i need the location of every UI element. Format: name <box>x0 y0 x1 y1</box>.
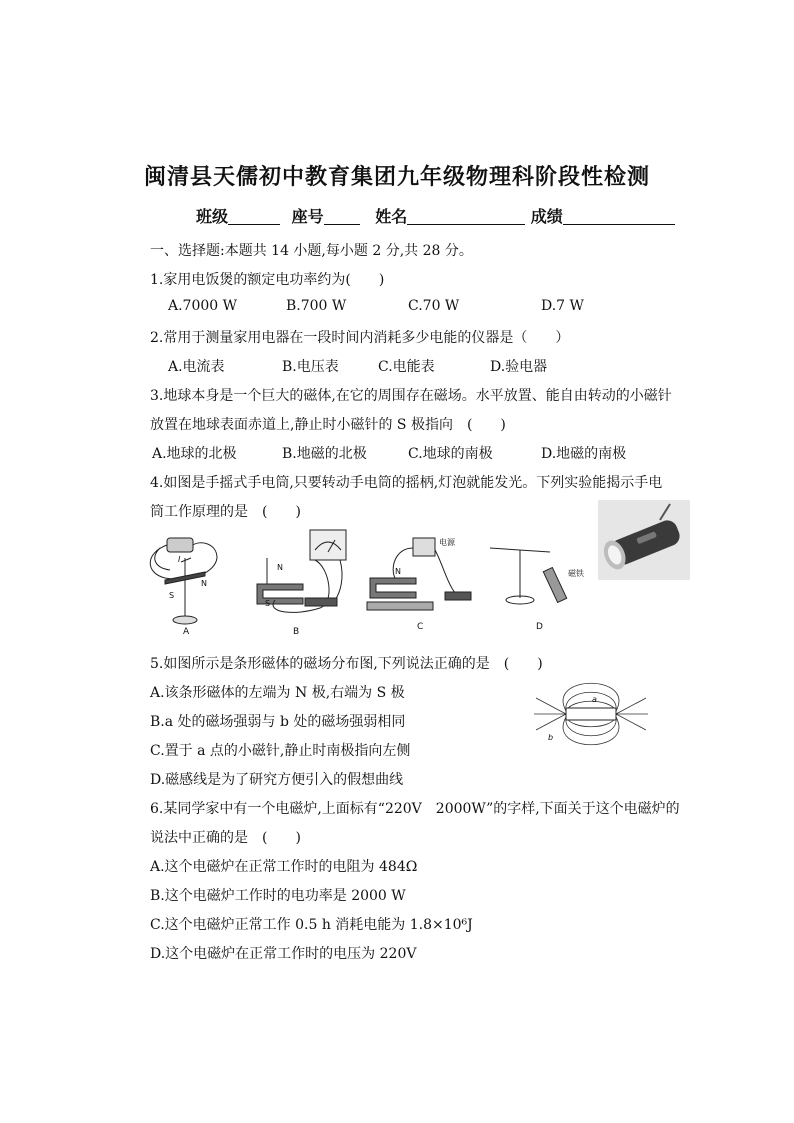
name-label: 姓名 <box>375 207 408 226</box>
figure-c-power-box <box>413 538 435 556</box>
q1-option-d: D.7 W <box>541 298 584 314</box>
page-title: 闽清县天儒初中教育集团九年级物理科阶段性检测 <box>143 165 650 190</box>
q6-stem-line1: 6.某同学家中有一个电磁炉,上面标有“220V 2000W”的字样,下面关于这个电磁炉的 <box>150 801 680 817</box>
figure-d-label: D <box>536 622 543 632</box>
figure-b-s-label: S <box>265 599 271 608</box>
section-heading: 一、选择题:本题共 14 小题,每小题 2 分,共 28 分。 <box>150 243 473 259</box>
q5-option-c: C.置于 a 点的小磁针,静止时南极指向左侧 <box>150 743 411 759</box>
bar-magnet-field-diagram <box>532 678 650 750</box>
q3-option-d: D.地磁的南极 <box>541 446 627 462</box>
q2-option-a: A.电流表 <box>168 359 225 375</box>
q5-option-d: D.磁感线是为了研究方便引入的假想曲线 <box>150 772 404 788</box>
q6-option-b: B.这个电磁炉工作时的电功率是 2000 W <box>150 888 406 904</box>
score-label: 成绩 <box>530 207 563 226</box>
q2-option-d: D.验电器 <box>490 359 548 375</box>
q3-stem-line2: 放置在地球表面赤道上,静止时小磁针的 S 极指向 ( ) <box>150 417 506 433</box>
figure-c-u-magnet <box>370 578 416 598</box>
q5-option-a: A.该条形磁体的左端为 N 极,右端为 S 极 <box>150 685 405 701</box>
bar-magnet <box>566 708 616 720</box>
q1-option-a: A.7000 W <box>168 298 238 314</box>
figure-b-meter <box>310 530 346 560</box>
figure-a-base <box>173 616 197 624</box>
score-blank <box>563 208 675 225</box>
figure-a-current-label: I <box>178 555 181 564</box>
figure-a-battery <box>167 538 193 552</box>
q6-option-a: A.这个电磁炉在正常工作时的电阻为 484Ω <box>150 859 418 875</box>
q1-option-b: B.700 W <box>286 298 347 314</box>
seat-label: 座号 <box>291 207 324 226</box>
q3-option-b: B.地磁的北极 <box>282 446 367 462</box>
q6-option-d: D.这个电磁炉在正常工作时的电压为 220V <box>150 946 417 962</box>
name-blank <box>407 208 525 225</box>
figure-a <box>150 538 217 624</box>
student-info-row <box>196 204 675 227</box>
figure-a-current-arrow <box>181 558 191 562</box>
q3-stem-line1: 3.地球本身是一个巨大的磁体,在它的周围存在磁场。水平放置、能自由转动的小磁针 <box>150 388 672 404</box>
hand-crank-flashlight-image <box>598 500 690 580</box>
figure-b-switch-base <box>305 598 337 606</box>
figure-b-u-magnet <box>257 584 303 604</box>
q3-option-c: C.地球的南极 <box>408 446 493 462</box>
figure-c-base <box>367 602 433 610</box>
q2-option-b: B.电压表 <box>282 359 339 375</box>
figure-d-magnet-label: 磁铁 <box>568 569 584 578</box>
figure-c-label: C <box>417 622 424 632</box>
q2-stem: 2.常用于测量家用电器在一段时间内消耗多少电能的仪器是（ ） <box>150 330 570 346</box>
figure-b <box>257 530 346 612</box>
q4-stem-line2: 筒工作原理的是 ( ) <box>150 504 301 520</box>
q4-experiment-figures <box>145 528 600 640</box>
figure-c-wire-2 <box>435 550 465 598</box>
point-a-label: a <box>592 695 597 704</box>
figure-a-s-label: S <box>169 591 175 600</box>
figure-b-label: B <box>293 627 300 637</box>
q6-option-c: C.这个电磁炉正常工作 0.5 h 消耗电能为 1.8×10⁶J <box>150 917 473 933</box>
figure-c-power-label: 电源 <box>439 538 455 547</box>
figure-c <box>367 538 471 610</box>
figure-c-n-label: N <box>395 567 401 576</box>
class-label: 班级 <box>196 207 229 226</box>
q1-stem: 1.家用电饭煲的额定电功率约为( ) <box>150 272 385 288</box>
figure-b-wire-2 <box>335 560 342 600</box>
figure-a-label: A <box>183 627 190 637</box>
figure-b-n-label: N <box>277 563 283 572</box>
figure-c-switch <box>445 592 471 600</box>
q2-option-c: C.电能表 <box>378 359 435 375</box>
seat-blank <box>324 208 360 225</box>
point-b-label: b <box>548 733 554 742</box>
q5-stem: 5.如图所示是条形磁体的磁场分布图,下列说法正确的是 ( ) <box>150 656 543 672</box>
q3-option-a: A.地球的北极 <box>152 446 237 462</box>
q1-option-c: C.70 W <box>408 298 460 314</box>
q5-option-b: B.a 处的磁场强弱与 b 处的磁场强弱相同 <box>150 714 406 730</box>
figure-d <box>490 548 567 604</box>
figure-a-n-label: N <box>201 579 207 588</box>
figure-d-magnet <box>543 567 566 602</box>
class-blank <box>228 208 280 225</box>
q4-stem-line1: 4.如图是手摇式手电筒,只要转动手电筒的摇柄,灯泡就能发光。下列实验能揭示手电 <box>150 475 663 491</box>
q6-stem-line2: 说法中正确的是 ( ) <box>150 830 301 846</box>
